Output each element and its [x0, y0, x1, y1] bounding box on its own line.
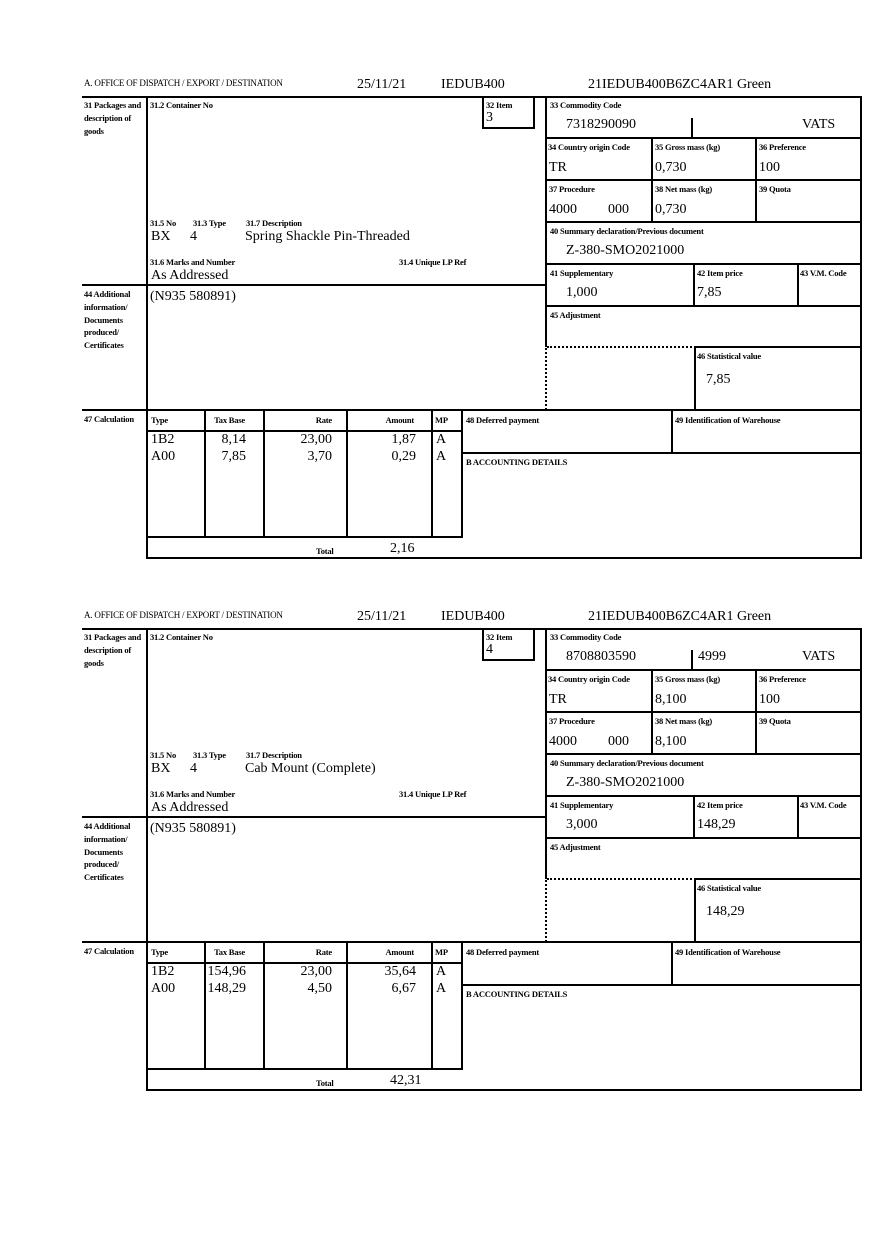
declaration-reference: 21IEDUB400B6ZC4AR1 Green	[588, 77, 772, 92]
procedure-label: 37 Procedure	[549, 184, 595, 194]
row37-border	[545, 711, 862, 713]
net-mass-value: 8,100	[655, 734, 687, 749]
declaration-item-form-1	[0, 0, 882, 556]
box47-label: 47 Calculation	[84, 414, 134, 424]
col43-divider	[797, 795, 799, 837]
commodity-code-value: 8708803590	[566, 649, 636, 664]
calc-header-tax-base: Tax Base	[214, 947, 245, 957]
calc-header-mp: MP	[435, 947, 448, 957]
office-code: IEDUB400	[441, 77, 505, 92]
row41-border	[545, 795, 862, 797]
vat-code: VATS	[802, 117, 836, 132]
calc-col-divider	[263, 409, 265, 537]
calc-row2-amount: 0,29	[391, 449, 416, 464]
adjustment-label: 45 Adjustment	[550, 310, 601, 320]
col43-divider	[797, 263, 799, 305]
packages-no-label: 31.5 No	[150, 218, 176, 228]
calc-row2-type: A00	[151, 449, 176, 464]
item-label: 32 Item	[486, 100, 513, 110]
calc-col-divider	[346, 409, 348, 537]
previous-document-value: Z-380-SMO2021000	[566, 243, 685, 258]
box31-label: 31 Packages and description of goods	[84, 632, 141, 668]
calc-header-rate: Rate	[315, 415, 332, 425]
declaration-date: 25/11/21	[357, 609, 407, 624]
calc-total-value: 42,31	[390, 1073, 422, 1088]
previous-document-label: 40 Summary declaration/Previous document	[550, 226, 704, 236]
row34-border	[545, 669, 862, 671]
accounting-details-label: B ACCOUNTING DETAILS	[466, 989, 568, 999]
row37-border	[545, 179, 862, 181]
dotted-divider-vertical	[545, 348, 547, 410]
rowB-border	[461, 984, 862, 986]
vm-code-label: 43 V.M. Code	[800, 800, 847, 810]
supplementary-value: 3,000	[566, 817, 598, 832]
calc-total-value: 2,16	[390, 541, 415, 556]
vat-code: VATS	[802, 649, 836, 664]
calc-header-tax-base: Tax Base	[214, 415, 245, 425]
calc-row1-rate: 23,00	[300, 964, 332, 979]
goods-description-value: Cab Mount (Complete)	[245, 761, 376, 776]
col42-divider	[693, 795, 695, 837]
row47-border	[82, 409, 862, 411]
calc-total-border	[146, 1068, 463, 1070]
additional-info-value: (N935 580891)	[150, 821, 236, 836]
container-no-label: 31.2 Container No	[150, 632, 213, 642]
box44-label: 44 Additional information/ Documents produced/ Certificates	[84, 289, 131, 351]
statistical-value-label: 46 Statistical value	[697, 351, 761, 361]
packages-no-value: BX	[151, 229, 171, 244]
packages-type-label: 31.3 Type	[193, 218, 226, 228]
commodity-additional-code: 4999	[698, 649, 726, 664]
dotted-divider-vertical	[545, 880, 547, 942]
row46-border	[694, 878, 862, 880]
top-border	[82, 96, 862, 98]
additional-info-value: (N935 580891)	[150, 289, 236, 304]
supplementary-value: 1,000	[566, 285, 598, 300]
net-mass-value: 0,730	[655, 202, 687, 217]
row46-border	[694, 346, 862, 348]
net-mass-label: 38 Net mass (kg)	[655, 184, 713, 194]
item-number: 4	[486, 642, 493, 657]
col49-divider	[671, 941, 673, 984]
calc-row1-tax-base: 8,14	[221, 432, 246, 447]
previous-document-label: 40 Summary declaration/Previous document	[550, 758, 704, 768]
procedure-value: 4000	[549, 202, 577, 217]
calc-row1-type: 1B2	[151, 432, 175, 447]
goods-description-value: Spring Shackle Pin-Threaded	[245, 229, 410, 244]
packages-type-label: 31.3 Type	[193, 750, 226, 760]
calc-header-amount: Amount	[385, 947, 414, 957]
calc-header-type: Type	[151, 415, 168, 425]
calc-row2-rate: 4,50	[307, 981, 332, 996]
dotted-divider-horizontal	[547, 346, 696, 348]
calc-header-mp: MP	[435, 415, 448, 425]
box31-label: 31 Packages and description of goods	[84, 100, 141, 136]
calc-col-divider	[204, 409, 206, 537]
marks-label: 31.6 Marks and Number	[150, 257, 236, 267]
deferred-payment-label: 48 Deferred payment	[466, 415, 539, 425]
office-code: IEDUB400	[441, 609, 505, 624]
marks-value: As Addressed	[151, 800, 229, 815]
calc-total-label: Total	[316, 1078, 334, 1088]
calc-col-divider	[461, 409, 463, 537]
statistical-value: 148,29	[706, 904, 745, 919]
unique-lp-label: 31.4 Unique LP Ref	[399, 257, 467, 267]
declaration-reference: 21IEDUB400B6ZC4AR1 Green	[588, 609, 772, 624]
calc-col-divider	[346, 941, 348, 1069]
vm-code-label: 43 V.M. Code	[800, 268, 847, 278]
col49-divider	[671, 409, 673, 452]
calc-total-label: Total	[316, 546, 334, 556]
statistical-value: 7,85	[706, 372, 731, 387]
description-label: 31.7 Description	[246, 218, 302, 228]
previous-document-value: Z-380-SMO2021000	[566, 775, 685, 790]
country-origin-label: 34 Country origin Code	[548, 674, 630, 684]
item-price-value: 7,85	[697, 285, 722, 300]
col42-divider	[693, 263, 695, 305]
packages-no-value: BX	[151, 761, 171, 776]
calc-row1-amount: 1,87	[391, 432, 416, 447]
item-label: 32 Item	[486, 632, 513, 642]
commodity-code-label: 33 Commodity Code	[550, 632, 622, 642]
declaration-item-form-2	[0, 532, 882, 1088]
adjustment-label: 45 Adjustment	[550, 842, 601, 852]
calc-row1-amount: 35,64	[384, 964, 416, 979]
row45-border	[545, 305, 862, 307]
preference-label: 36 Preference	[759, 142, 806, 152]
procedure-additional-value: 000	[608, 202, 629, 217]
row47-border	[82, 941, 862, 943]
office-label: A. OFFICE OF DISPATCH / EXPORT / DESTINATION	[84, 610, 283, 620]
calc-row2-mp: A	[436, 981, 447, 996]
procedure-additional-value: 000	[608, 734, 629, 749]
calc-col-divider	[263, 941, 265, 1069]
item-price-label: 42 Item price	[697, 268, 743, 278]
item-number: 3	[486, 110, 493, 125]
calc-row1-mp: A	[436, 964, 447, 979]
marks-label: 31.6 Marks and Number	[150, 789, 236, 799]
packages-type-value: 4	[190, 229, 197, 244]
procedure-value: 4000	[549, 734, 577, 749]
marks-value: As Addressed	[151, 268, 229, 283]
calc-row2-mp: A	[436, 449, 447, 464]
item-price-label: 42 Item price	[697, 800, 743, 810]
box44-label: 44 Additional information/ Documents produced/ Certificates	[84, 821, 131, 883]
calc-col-divider	[461, 941, 463, 1069]
rowB-border	[461, 452, 862, 454]
left-column-divider	[146, 96, 148, 559]
box47-label: 47 Calculation	[84, 946, 134, 956]
net-mass-label: 38 Net mass (kg)	[655, 716, 713, 726]
container-no-label: 31.2 Container No	[150, 100, 213, 110]
country-origin-label: 34 Country origin Code	[548, 142, 630, 152]
right-border	[860, 96, 862, 559]
calc-row1-tax-base: 154,96	[207, 964, 246, 979]
commodity-code-label: 33 Commodity Code	[550, 100, 622, 110]
supplementary-label: 41 Supplementary	[550, 268, 614, 278]
row45-border	[545, 837, 862, 839]
calc-row2-amount: 6,67	[391, 981, 416, 996]
col46-divider	[694, 346, 696, 410]
supplementary-label: 41 Supplementary	[550, 800, 614, 810]
unique-lp-label: 31.4 Unique LP Ref	[399, 789, 467, 799]
commodity-code-separator	[691, 118, 693, 138]
top-border	[82, 628, 862, 630]
packages-no-label: 31.5 No	[150, 750, 176, 760]
warehouse-id-label: 49 Identification of Warehouse	[675, 947, 781, 957]
row41-border	[545, 263, 862, 265]
calc-header-amount: Amount	[385, 415, 414, 425]
calc-header-rate: Rate	[315, 947, 332, 957]
office-label: A. OFFICE OF DISPATCH / EXPORT / DESTINATION	[84, 78, 283, 88]
calc-row2-type: A00	[151, 981, 176, 996]
box44-top-border	[82, 284, 546, 286]
calc-col-divider	[204, 941, 206, 1069]
statistical-value-label: 46 Statistical value	[697, 883, 761, 893]
preference-label: 36 Preference	[759, 674, 806, 684]
calc-row2-tax-base: 7,85	[221, 449, 246, 464]
left-column-divider	[146, 628, 148, 1091]
accounting-details-label: B ACCOUNTING DETAILS	[466, 457, 568, 467]
quota-label: 39 Quota	[759, 716, 791, 726]
calc-row2-tax-base: 148,29	[207, 981, 246, 996]
calc-row1-rate: 23,00	[300, 432, 332, 447]
warehouse-id-label: 49 Identification of Warehouse	[675, 415, 781, 425]
packages-type-value: 4	[190, 761, 197, 776]
dotted-divider-horizontal	[547, 878, 696, 880]
row40-border	[545, 221, 862, 223]
col46-divider	[694, 878, 696, 942]
gross-mass-value: 8,100	[655, 692, 687, 707]
gross-mass-value: 0,730	[655, 160, 687, 175]
box44-top-border	[82, 816, 546, 818]
gross-mass-label: 35 Gross mass (kg)	[655, 674, 720, 684]
calc-row1-mp: A	[436, 432, 447, 447]
description-label: 31.7 Description	[246, 750, 302, 760]
commodity-code-separator	[691, 650, 693, 670]
preference-value: 100	[759, 160, 780, 175]
gross-mass-label: 35 Gross mass (kg)	[655, 142, 720, 152]
calc-col-divider	[431, 409, 433, 537]
preference-value: 100	[759, 692, 780, 707]
quota-label: 39 Quota	[759, 184, 791, 194]
procedure-label: 37 Procedure	[549, 716, 595, 726]
calc-header-type: Type	[151, 947, 168, 957]
calc-col-divider	[431, 941, 433, 1069]
row40-border	[545, 753, 862, 755]
commodity-code-value: 7318290090	[566, 117, 636, 132]
calc-row1-type: 1B2	[151, 964, 175, 979]
right-border	[860, 628, 862, 1091]
declaration-date: 25/11/21	[357, 77, 407, 92]
row34-border	[545, 137, 862, 139]
bottom-border	[146, 1089, 862, 1091]
deferred-payment-label: 48 Deferred payment	[466, 947, 539, 957]
calc-row2-rate: 3,70	[307, 449, 332, 464]
country-origin-value: TR	[549, 160, 567, 175]
country-origin-value: TR	[549, 692, 567, 707]
item-price-value: 148,29	[697, 817, 736, 832]
